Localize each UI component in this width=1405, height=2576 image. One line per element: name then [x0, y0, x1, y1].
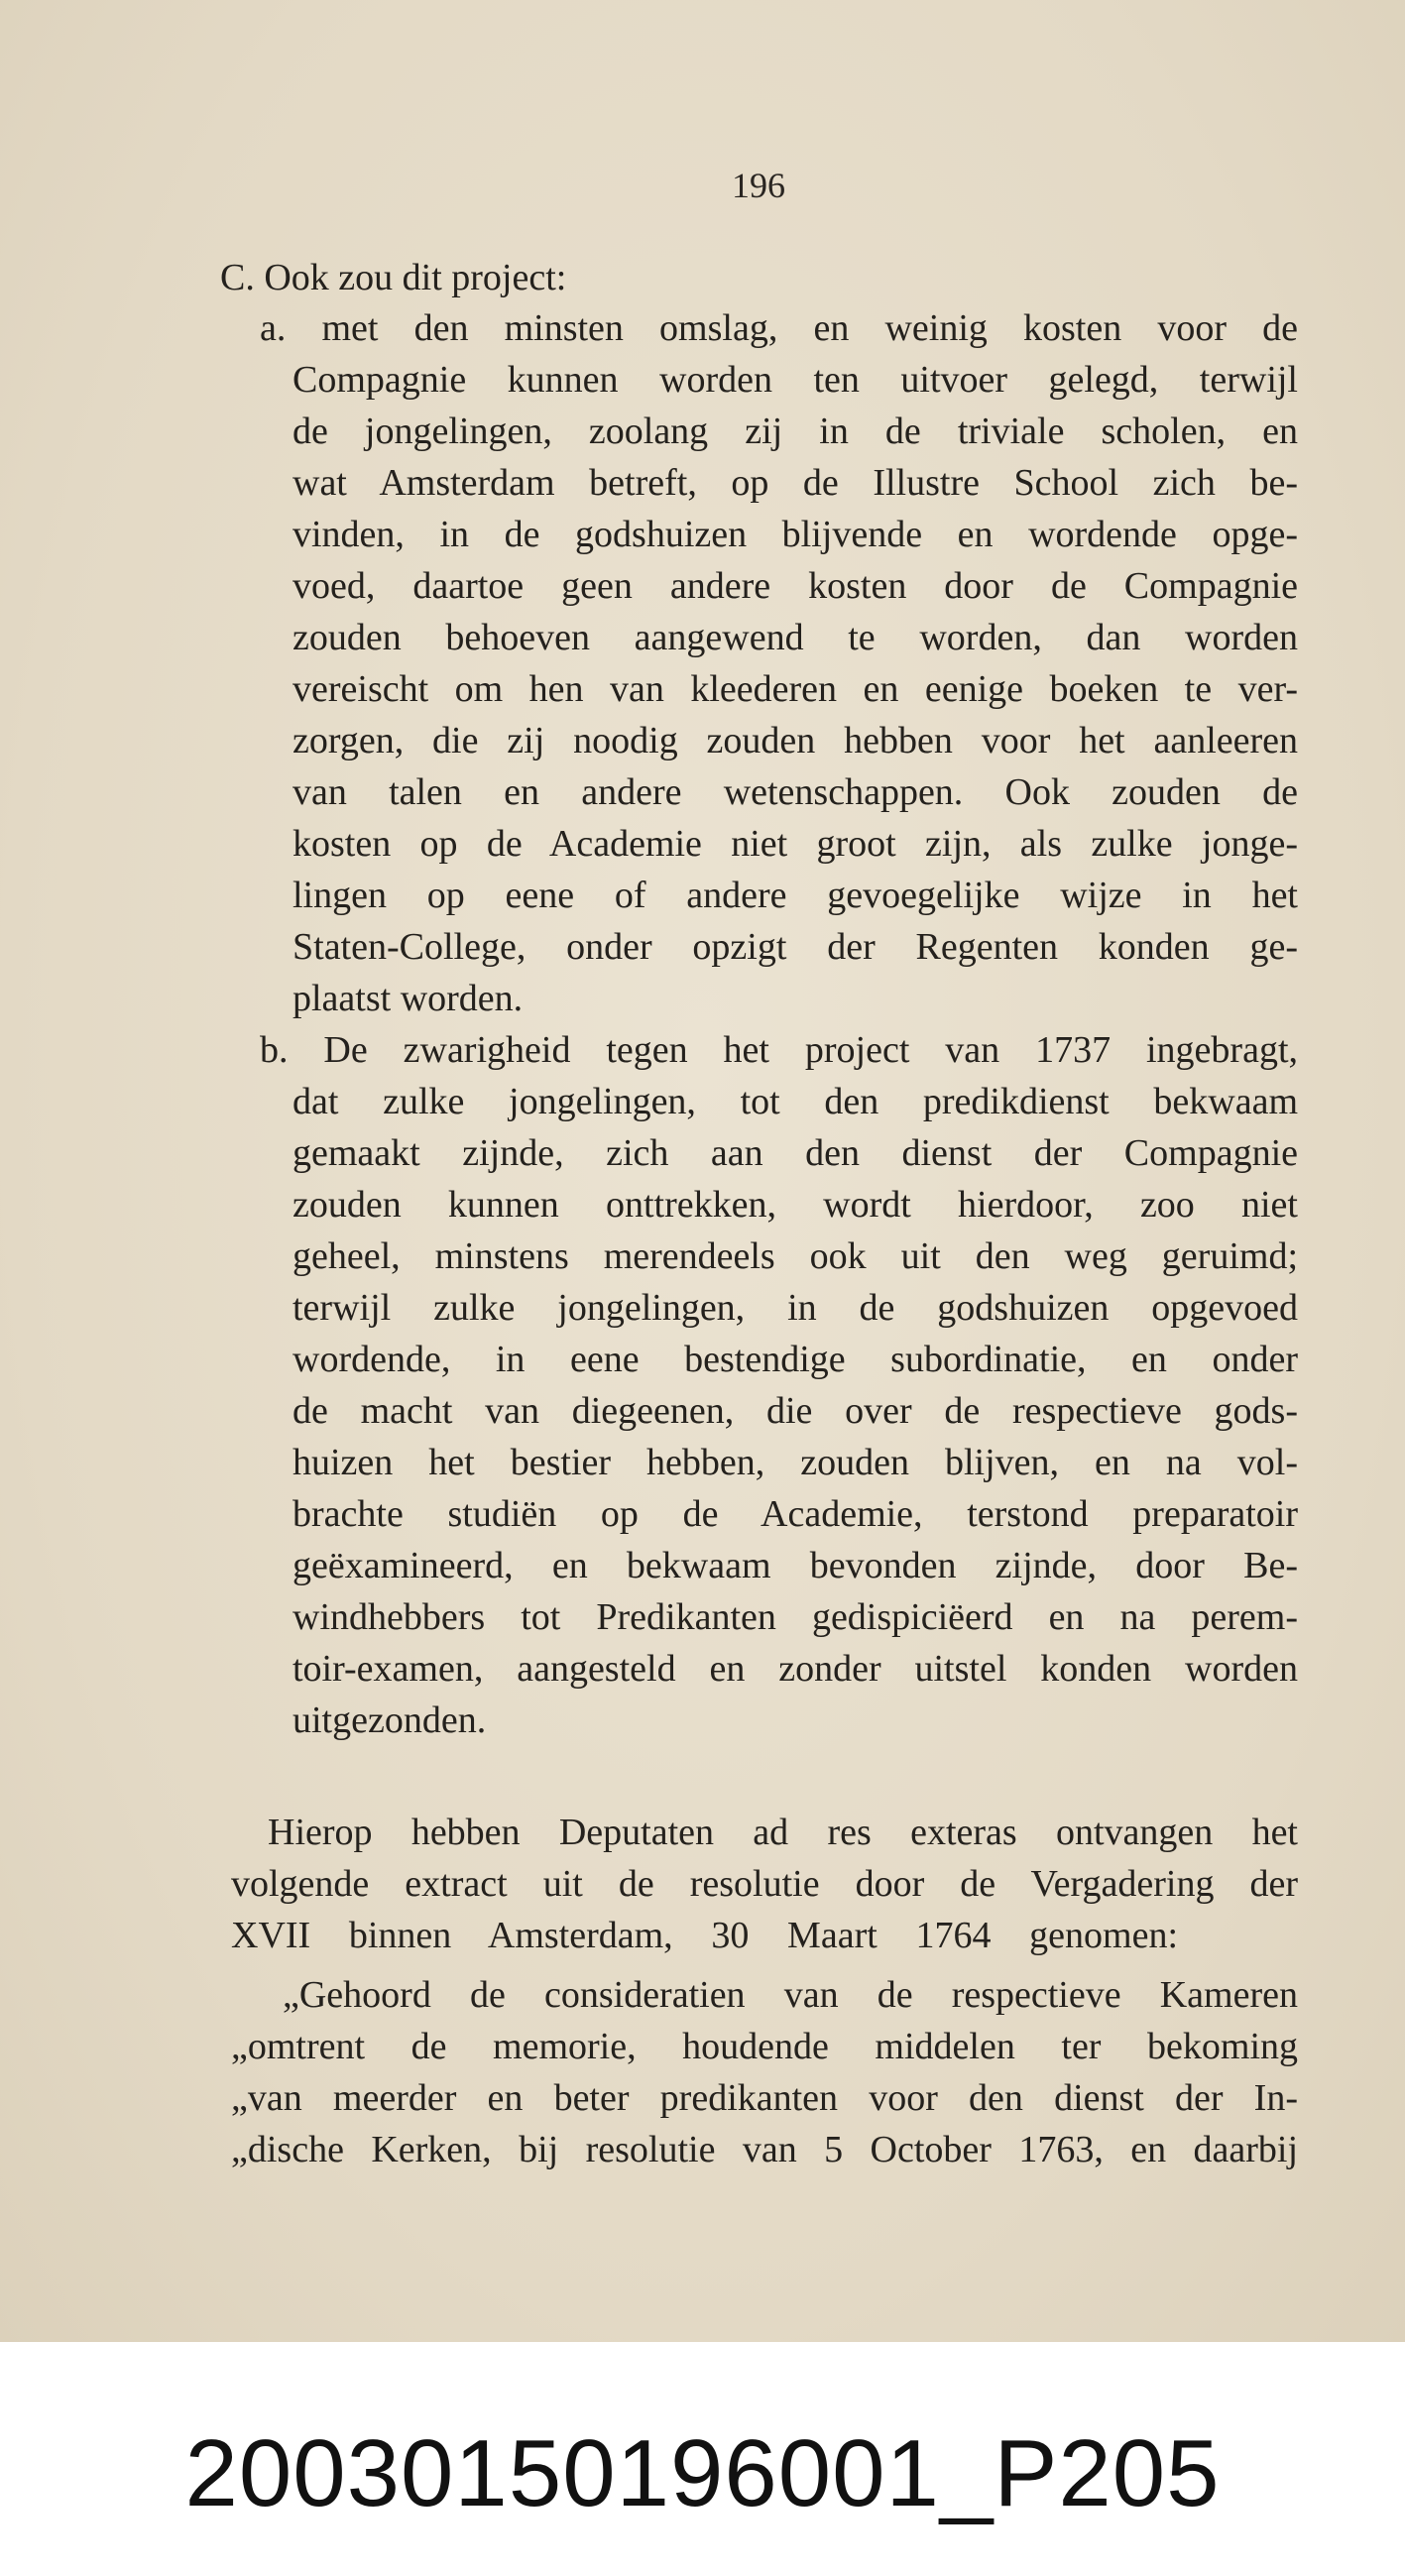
- text-line: C. Ook zou dit project:: [220, 257, 567, 298]
- text-line: a. met den minsten omslag, en weinig kosten voor de: [260, 307, 1298, 349]
- text-line: „van meerder en beter predikanten voor den dienst der In-: [231, 2077, 1298, 2119]
- text-line: plaatst worden.: [293, 978, 524, 1019]
- text-line: lingen op eene of andere gevoegelijke wijze in het: [293, 875, 1298, 916]
- text-line: geëxamineerd, en bekwaam bevonden zijnde, door Be-: [293, 1545, 1298, 1586]
- text-line: wat Amsterdam betreft, op de Illustre School zich be-: [293, 462, 1298, 504]
- text-line: toir-examen, aangesteld en zonder uitstel konden worden: [293, 1648, 1298, 1690]
- text-line: XVII binnen Amsterdam, 30 Maart 1764 genomen:: [231, 1915, 1178, 1956]
- text-line: zouden kunnen onttrekken, wordt hierdoor, zoo niet: [293, 1184, 1298, 1226]
- text-line: geheel, minstens merendeels ook uit den weg geruimd;: [293, 1235, 1298, 1277]
- text-line: uitgezonden.: [293, 1699, 487, 1741]
- text-line: dat zulke jongelingen, tot den predikdienst bekwaam: [293, 1081, 1298, 1122]
- text-line: brachte studiën op de Academie, terstond preparatoir: [293, 1493, 1298, 1535]
- page-number: 196: [732, 166, 785, 205]
- text-line: kosten op de Academie niet groot zijn, als zulke jonge-: [293, 823, 1298, 865]
- text-line: vinden, in de godshuizen blijvende en wordende opge-: [293, 514, 1298, 555]
- text-line: „Gehoord de consideratien van de respectieve Kameren: [283, 1974, 1298, 2016]
- text-line: volgende extract uit de resolutie door de Vergadering der: [231, 1863, 1298, 1905]
- text-line: „omtrent de memorie, houdende middelen ter bekoming: [231, 2026, 1298, 2067]
- text-line: windhebbers tot Predikanten gedispiciëerd en na perem-: [293, 1596, 1298, 1638]
- text-line: van talen en andere wetenschappen. Ook zouden de: [293, 771, 1298, 813]
- text-line: Compagnie kunnen worden ten uitvoer gelegd, terwijl: [293, 359, 1298, 401]
- text-line: de jongelingen, zoolang zij in de triviale scholen, en: [293, 410, 1298, 452]
- text-line: zorgen, die zij noodig zouden hebben voor het aanleeren: [293, 720, 1298, 761]
- text-line: gemaakt zijnde, zich aan den dienst der Compagnie: [293, 1132, 1298, 1174]
- scan-id-label: 20030150196001_P205: [184, 2420, 1221, 2526]
- text-line: de macht van diegeenen, die over de respectieve gods-: [293, 1390, 1298, 1432]
- text-line: vereischt om hen van kleederen en eenige boeken te ver-: [293, 668, 1298, 710]
- text-line: Hierop hebben Deputaten ad res exteras ontvangen het: [268, 1812, 1298, 1853]
- text-line: b. De zwarigheid tegen het project van 1737 ingebragt,: [260, 1029, 1298, 1071]
- text-line: huizen het bestier hebben, zouden blijven, en na vol-: [293, 1442, 1298, 1483]
- text-line: zouden behoeven aangewend te worden, dan worden: [293, 617, 1298, 658]
- text-line: voed, daartoe geen andere kosten door de Compagnie: [293, 565, 1298, 607]
- text-line: terwijl zulke jongelingen, in de godshuizen opgevoed: [293, 1287, 1298, 1329]
- text-line: „dische Kerken, bij resolutie van 5 October 1763, en daarbij: [231, 2129, 1298, 2170]
- text-line: Staten-College, onder opzigt der Regenten konden ge-: [293, 926, 1298, 968]
- text-line: wordende, in eene bestendige subordinatie, en onder: [293, 1339, 1298, 1380]
